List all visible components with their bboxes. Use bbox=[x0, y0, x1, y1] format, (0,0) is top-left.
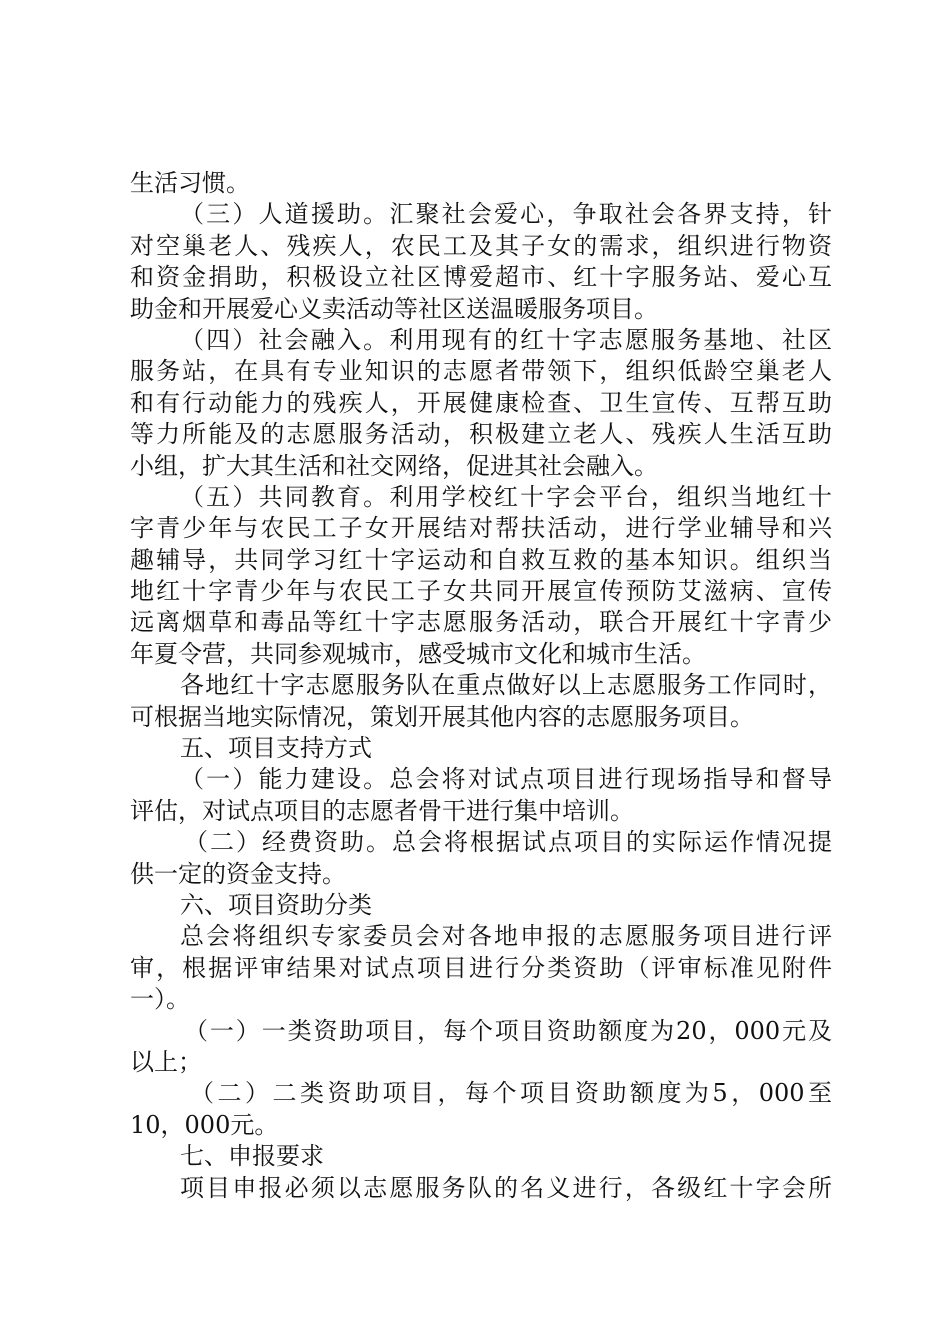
text-line: （一）能力建设。总会将对试点项目进行现场指导和督导 bbox=[180, 765, 832, 794]
text-line: 小组，扩大其生活和社交网络，促进其社会融入。 bbox=[130, 451, 658, 480]
text-line: 审，根据评审结果对试点项目进行分类资助（评审标准见附件 bbox=[130, 953, 832, 982]
text-line: （三）人道援助。汇聚社会爱心，争取社会各界支持，针 bbox=[180, 200, 832, 229]
text-line: 和资金捐助，积极设立社区博爱超市、红十字服务站、爱心互 bbox=[130, 263, 832, 292]
text-line: （四）社会融入。利用现有的红十字志愿服务基地、社区 bbox=[180, 325, 832, 354]
text-line: 总会将组织专家委员会对各地申报的志愿服务项目进行评 bbox=[180, 922, 832, 951]
text-line: 一）。 bbox=[130, 985, 190, 1014]
text-line: 10，000元。 bbox=[130, 1110, 279, 1139]
text-line: 远离烟草和毒品等红十字志愿服务活动，联合开展红十字青少 bbox=[130, 608, 832, 637]
text-line: 字青少年与农民工子女开展结对帮扶活动，进行学业辅导和兴 bbox=[130, 514, 832, 543]
text-line: 助金和开展爱心义卖活动等社区送温暖服务项目。 bbox=[130, 294, 658, 323]
text-line: 供一定的资金支持。 bbox=[130, 859, 346, 888]
section-heading: 七、申报要求 bbox=[180, 1142, 324, 1171]
text-line: （二）二类资助项目，每个项目资助额度为5，000至 bbox=[190, 1079, 832, 1108]
text-line: 可根据当地实际情况，策划开展其他内容的志愿服务项目。 bbox=[130, 702, 754, 731]
text-line: （一）一类资助项目，每个项目资助额度为20，000元及 bbox=[184, 1016, 832, 1045]
text-line: 评估，对试点项目的志愿者骨干进行集中培训。 bbox=[130, 796, 634, 825]
text-line: （二）经费资助。总会将根据试点项目的实际运作情况提 bbox=[184, 828, 832, 857]
text-line: 生活习惯。 bbox=[130, 169, 250, 197]
text-line: （五）共同教育。利用学校红十字会平台，组织当地红十 bbox=[180, 482, 832, 511]
text-line: 和有行动能力的残疾人，开展健康检查、卫生宣传、互帮互助 bbox=[130, 388, 832, 417]
section-heading: 六、项目资助分类 bbox=[180, 890, 372, 919]
section-heading: 五、项目支持方式 bbox=[180, 734, 372, 763]
body-text bbox=[130, 168, 832, 1204]
text-line: 地红十字青少年与农民工子女共同开展宣传预防艾滋病、宣传 bbox=[130, 577, 832, 606]
text-line: 各地红十字志愿服务队在重点做好以上志愿服务工作同时， bbox=[180, 671, 832, 700]
text-line: 服务站，在具有专业知识的志愿者带领下，组织低龄空巢老人 bbox=[130, 357, 832, 386]
text-line: 等力所能及的志愿服务活动，积极建立老人、残疾人生活互助 bbox=[130, 420, 832, 449]
text-line: 年夏令营，共同参观城市，感受城市文化和城市生活。 bbox=[130, 639, 706, 668]
text-line: 以上； bbox=[130, 1047, 202, 1076]
text-line: 项目申报必须以志愿服务队的名义进行，各级红十字会所 bbox=[180, 1173, 832, 1202]
text-line: 趣辅导，共同学习红十字运动和自救互救的基本知识。组织当 bbox=[130, 545, 832, 574]
text-line: 对空巢老人、残疾人，农民工及其子女的需求，组织进行物资 bbox=[130, 231, 832, 260]
